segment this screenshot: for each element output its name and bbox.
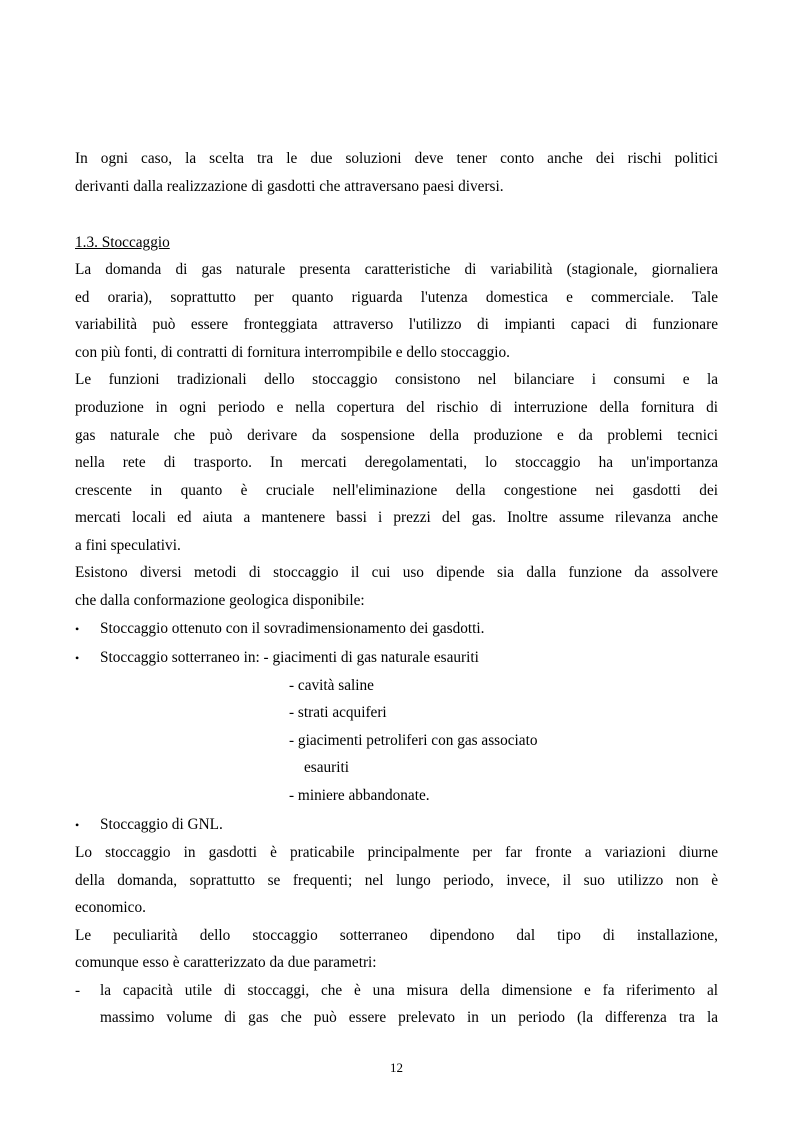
bullet-icon: • [75,818,80,832]
bullet-icon: • [75,622,80,636]
paragraph-line: che dalla conformazione geologica disponibile: [75,592,365,609]
sub-list-item: esauriti [304,759,350,776]
dash-item-line: la capacità utile di stoccaggi, che è una misura della dimensione e fa riferimento al [100,982,718,999]
paragraph-line: crescente in quanto è cruciale nell'eliminazione della congestione nei gasdotti dei [75,482,718,499]
bullet-item: Stoccaggio ottenuto con il sovradimensionamento dei gasdotti. [100,620,485,637]
paragraph-line: comunque esso è caratterizzato da due parametri: [75,954,377,971]
paragraph-line: con più fonti, di contratti di fornitura interrompibile e dello stoccaggio. [75,344,510,361]
paragraph-line: La domanda di gas naturale presenta caratteristiche di variabilità (stagionale, giornaliera [75,261,718,278]
sub-list-item: - cavità saline [289,677,374,694]
paragraph-line: a fini speculativi. [75,537,181,554]
paragraph-line: mercati locali ed aiuta a mantenere bassi i prezzi del gas. Inoltre assume rilevanza anche [75,509,718,526]
paragraph-line: variabilità può essere fronteggiata attraverso l'utilizzo di impianti capaci di funzionare [75,316,718,333]
page-number: 12 [390,1060,403,1075]
paragraph-line: Le funzioni tradizionali dello stoccaggio consistono nel bilanciare i consumi e la [75,371,718,388]
sub-list-item: - giacimenti petroliferi con gas associato [289,732,538,749]
sub-list-item: - strati acquiferi [289,704,387,721]
bullet-item: Stoccaggio sotterraneo in: - giacimenti di gas naturale esauriti [100,649,479,666]
paragraph-line: della domanda, soprattutto se frequenti; nel lungo periodo, invece, il suo utilizzo non è [75,872,718,889]
bullet-icon: • [75,651,80,665]
paragraph-line: produzione in ogni periodo e nella copertura del rischio di interruzione della fornitura di [75,399,718,416]
sub-list-item: - miniere abbandonate. [289,787,430,804]
paragraph-line: Esistono diversi metodi di stoccaggio il cui uso dipende sia dalla funzione da assolvere [75,564,718,581]
paragraph-line: Lo stoccaggio in gasdotti è praticabile principalmente per far fronte a variazioni diurne [75,844,718,861]
section-heading: 1.3. Stoccaggio [75,234,170,251]
paragraph-line: gas naturale che può derivare da sospensione della produzione e da problemi tecnici [75,427,718,444]
bullet-item: Stoccaggio di GNL. [100,816,223,833]
paragraph-line: In ogni caso, la scelta tra le due soluzioni deve tener conto anche dei rischi politici [75,150,718,167]
dash-item-line: massimo volume di gas che può essere prelevato in un periodo (la differenza tra la [100,1009,718,1026]
paragraph-line: economico. [75,899,146,916]
paragraph-line: nella rete di trasporto. In mercati deregolamentati, lo stoccaggio ha un'importanza [75,454,718,471]
paragraph-line: ed oraria), soprattutto per quanto riguarda l'utenza domestica e commerciale. Tale [75,289,718,306]
dash-marker: - [75,982,81,999]
paragraph-line: Le peculiarità dello stoccaggio sotterraneo dipendono dal tipo di installazione, [75,927,718,944]
paragraph-line: derivanti dalla realizzazione di gasdotti che attraversano paesi diversi. [75,178,504,195]
